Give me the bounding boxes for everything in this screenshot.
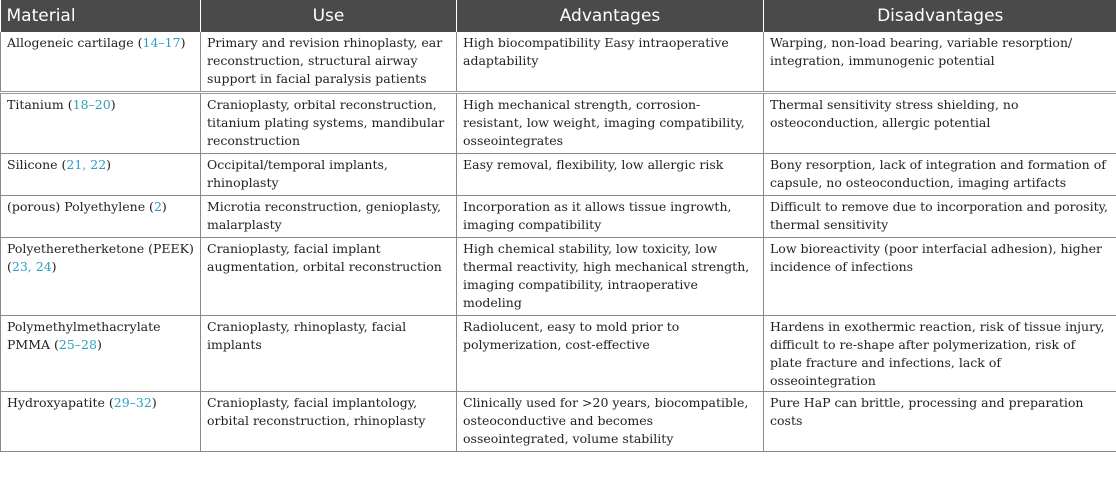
- material-suffix: ): [96, 337, 102, 352]
- material-cell: [1, 238, 201, 316]
- material-name: Polyetheretherketone (PEEK) (: [7, 241, 194, 274]
- header-disadvantages: Disadvantages: [764, 0, 1116, 32]
- table-row: [1, 392, 1116, 452]
- material-name: Hydroxyapatite (: [7, 395, 114, 410]
- table-row: [1, 154, 1116, 196]
- disadvantages-cell: Bony resorption, lack of integration and formation of capsule, no osteoconduction, imaging artifacts: [764, 154, 1116, 196]
- material-name: Titanium (: [7, 97, 73, 112]
- disadvantages-cell: Hardens in exothermic reaction, risk of tissue injury, difficult to re-shape after polymerization, risk of plate fracture and infections, lack of osseointegration: [764, 316, 1116, 392]
- use-cell: Occipital/temporal implants, rhinoplasty: [201, 154, 457, 196]
- material-cell: [1, 196, 201, 238]
- header-material: Material: [1, 0, 201, 32]
- reference-link[interactable]: 14–17: [142, 35, 181, 50]
- advantages-cell: High biocompatibility Easy intraoperative adaptability: [457, 32, 764, 93]
- material-cell: [1, 93, 201, 154]
- disadvantages-cell: Warping, non-load bearing, variable resorption/ integration, immunogenic potential: [764, 32, 1116, 93]
- header-row: [1, 0, 1116, 32]
- advantages-cell: Incorporation as it allows tissue ingrowth, imaging compatibility: [457, 196, 764, 238]
- disadvantages-cell: Pure HaP can brittle, processing and preparation costs: [764, 392, 1116, 452]
- use-cell: Cranioplasty, rhinoplasty, facial implants: [201, 316, 457, 392]
- material-cell: [1, 392, 201, 452]
- header-advantages: Advantages: [457, 0, 764, 32]
- use-cell: Microtia reconstruction, genioplasty, malarplasty: [201, 196, 457, 238]
- use-cell: Primary and revision rhinoplasty, ear reconstruction, structural airway support in facial paralysis patients: [201, 32, 457, 93]
- material-suffix: ): [106, 157, 112, 172]
- advantages-cell: Easy removal, flexibility, low allergic risk: [457, 154, 764, 196]
- material-suffix: ): [161, 199, 167, 214]
- material-cell: [1, 154, 201, 196]
- material-name: Allogeneic cartilage (: [7, 35, 143, 50]
- material-name: Silicone (: [7, 157, 67, 172]
- use-cell: Cranioplasty, orbital reconstruction, titanium plating systems, mandibular reconstruction: [201, 93, 457, 154]
- disadvantages-cell: Difficult to remove due to incorporation and porosity, thermal sensitivity: [764, 196, 1116, 238]
- use-cell: Cranioplasty, facial implant augmentation, orbital reconstruction: [201, 238, 457, 316]
- advantages-cell: High chemical stability, low toxicity, low thermal reactivity, high mechanical strength, imaging compatibility, intraoperative modeling: [457, 238, 764, 316]
- reference-link[interactable]: 2: [153, 199, 162, 214]
- advantages-cell: High mechanical strength, corrosion-resistant, low weight, imaging compatibility, osseointegrates: [457, 93, 764, 154]
- table-row: [1, 238, 1116, 316]
- reference-link[interactable]: 18–20: [72, 97, 111, 112]
- reference-link[interactable]: 23, 24: [11, 259, 52, 274]
- advantages-cell: Clinically used for >20 years, biocompatible, osteoconductive and becomes osseointegrated, volume stability: [457, 392, 764, 452]
- table-row: [1, 196, 1116, 238]
- disadvantages-cell: Thermal sensitivity stress shielding, no osteoconduction, allergic potential: [764, 93, 1116, 154]
- advantages-cell: Radiolucent, easy to mold prior to polymerization, cost-effective: [457, 316, 764, 392]
- material-suffix: ): [151, 395, 157, 410]
- table-row: [1, 316, 1116, 392]
- use-cell: Cranioplasty, facial implantology, orbital reconstruction, rhinoplasty: [201, 392, 457, 452]
- material-suffix: ): [180, 35, 186, 50]
- disadvantages-cell: Low bioreactivity (poor interfacial adhesion), higher incidence of infections: [764, 238, 1116, 316]
- material-name: (porous) Polyethylene (: [7, 199, 154, 214]
- material-name: Polymethylmethacrylate PMMA (: [7, 319, 161, 352]
- header-use: Use: [201, 0, 457, 32]
- material-cell: [1, 32, 201, 93]
- material-suffix: ): [110, 97, 116, 112]
- reference-link[interactable]: 21, 22: [66, 157, 107, 172]
- table-row: [1, 93, 1116, 154]
- table-row: [1, 32, 1116, 93]
- material-suffix: ): [51, 259, 57, 274]
- reference-link[interactable]: 29–32: [113, 395, 152, 410]
- reference-link[interactable]: 25–28: [58, 337, 97, 352]
- material-cell: [1, 316, 201, 392]
